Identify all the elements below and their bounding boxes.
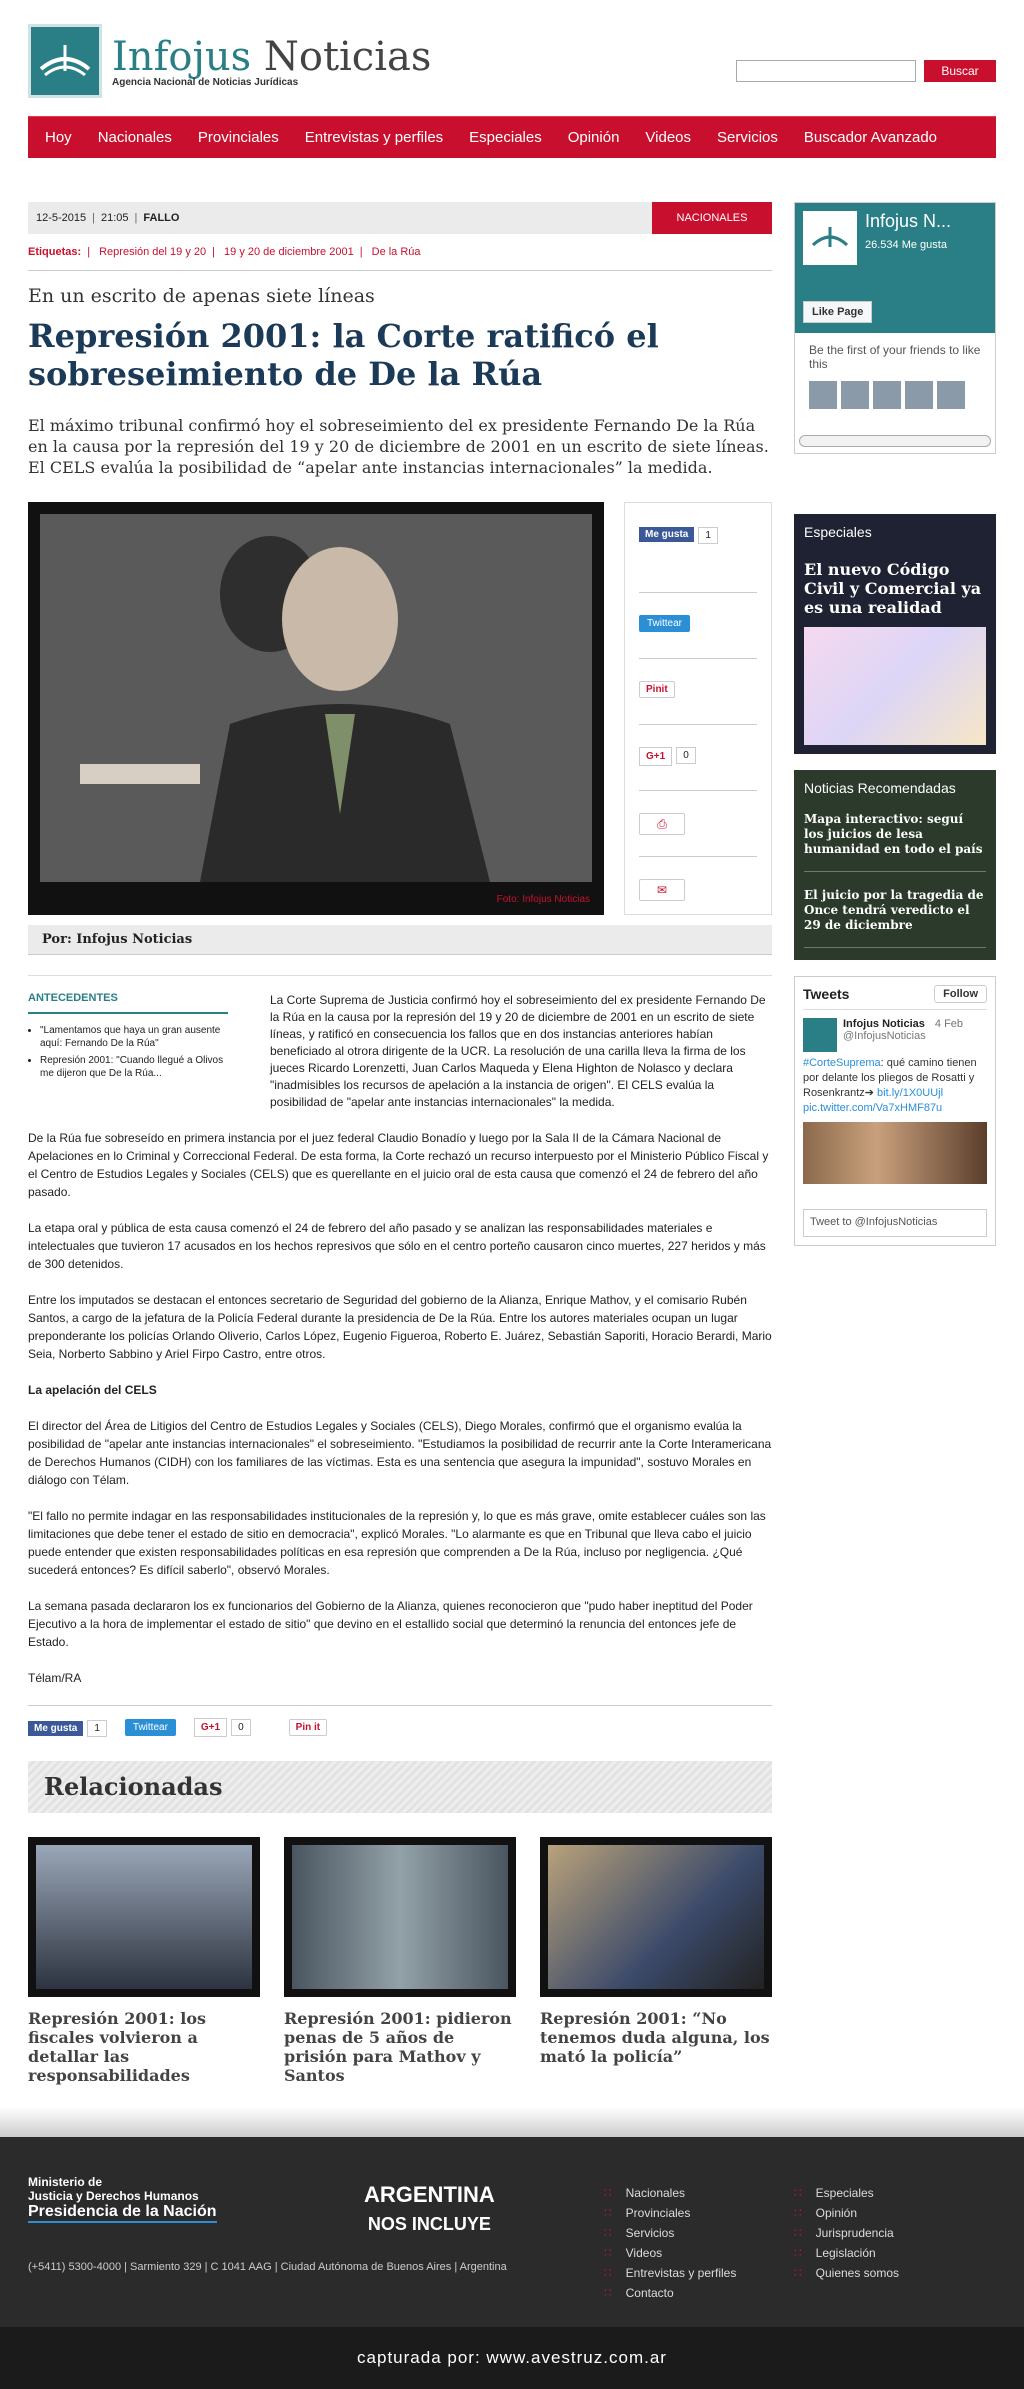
book-logo-icon — [803, 211, 857, 265]
tags-label: Etiquetas: — [28, 246, 82, 258]
search-button[interactable]: Buscar — [924, 60, 996, 82]
gplus-button[interactable]: G+1 — [639, 747, 672, 766]
ministry-logo[interactable] — [28, 2175, 217, 2223]
tweet-date[interactable]: 4 Feb — [934, 1018, 964, 1030]
antecedentes-title: ANTECEDENTES — [28, 992, 228, 1014]
photo-image — [40, 514, 592, 882]
share-sidebar — [624, 502, 772, 915]
article-intro: La Corte Suprema de Justicia confirmó hoy el sobreseimiento del ex presidente Fernando De la Rúa en la causa por la represión del 19 y 20 de diciembre de 2001 en un escrito de siete líneas, y ratificó en consecuencia los fallos que en dos instancias anteriores habían beneficiado al otrora dirigente de la UCR. La resolución de una carilla lleva la firma de los jueces Ricardo Lorenzetti, Juan Carlos Maqueda y Elena Highton de Nolasco y declara "inadmisibles los recursos de apelación a la instancia de origen". El CELS evalúa la posibilidad de "apelar ante instancias internacionales" la medida. — [270, 993, 766, 1109]
site-footer — [0, 2137, 1024, 2327]
twitter-widget — [794, 976, 996, 1246]
avatar[interactable] — [803, 1018, 837, 1052]
gplus-button[interactable]: G+1 — [194, 1718, 227, 1737]
article-byline: Por: Infojus Noticias — [28, 925, 772, 955]
facebook-like-button[interactable]: Me gusta — [28, 1721, 83, 1736]
tags-row: Etiquetas: | Represión del 19 y 20 | 19 y 20 de diciembre 2001 | De la Rúa — [28, 246, 772, 271]
gplus-count: 0 — [231, 1719, 251, 1736]
footer-links-1 — [604, 2183, 736, 2303]
article-source: Télam/RA — [28, 1671, 82, 1685]
article-column — [28, 202, 772, 2085]
body-paragraph: Entre los imputados se destacan el entonces secretario de Seguridad del gobierno de la Alianza, Enrique Mathov, y el comisario Rubén Santos, a cargo de la jefatura de la Policía Federal durante la presidencia de De la Rúa. Entre los autores materiales ocupan un lugar preponderante los policías Orlando Oliverio, Carlos López, Eugenio Figueroa, Roberto E. Juárez, Sebastián Saporiti, Horacio Berardi, Mario Seia, Norberto Sabbino y Ariel Firpo Castro, entre otros. — [28, 1293, 772, 1361]
gplus-count: 0 — [676, 747, 696, 764]
nav-item-entrevistas[interactable]: Entrevistas y perfiles — [304, 128, 444, 146]
footer-links-2 — [794, 2183, 899, 2283]
body-paragraph: "El fallo no permite indagar en las responsabilidades institucionales de la represión y, lo que es más grave, omite establecer cuáles son las limitaciones que debe tener el estado de sitio en democracia", explicó Morales. "Lo alarmante es que en Tribunal que lleva cabo el juicio puede entender que existen responsabilidades políticas en esa represión que comprenden a De la Rúa, incluso por negligencia. ¿Qué sucederá entonces? Es difícil saberlo", observó Morales. — [28, 1509, 766, 1577]
body-paragraph: La etapa oral y pública de esta causa comenzó el 24 de febrero del año pasado y se analizan las responsabilidades materiales e intelectuales que tuvieron 17 acusados en los hechos represivos que sólo en el centro porteño causaron cinco muertes, 227 heridos y más de 300 detenidos. — [28, 1221, 766, 1271]
pinterest-button[interactable]: Pin it — [289, 1719, 327, 1736]
footer-shadow — [0, 2107, 1024, 2137]
capture-credit: capturada por: www.avestruz.com.ar — [0, 2327, 1024, 2389]
avatar[interactable] — [809, 381, 837, 409]
section-badge[interactable]: NACIONALES — [652, 202, 772, 234]
footer-address: (+5411) 5300-4000 | Sarmiento 329 | C 1041 AAG | Ciudad Autónoma de Buenos Aires | Argentina — [28, 2261, 507, 2273]
related-heading: Relacionadas — [28, 1761, 772, 1813]
footer-link[interactable]: ∷ Contacto — [604, 2283, 736, 2303]
article-kicker: En un escrito de apenas siete líneas — [28, 285, 375, 307]
like-count: 1 — [698, 527, 718, 544]
fb-page-name[interactable]: Infojus N... — [865, 211, 952, 231]
tweet-link[interactable]: bit.ly/1X0UUjl — [877, 1087, 944, 1099]
footer-link[interactable]: ∷ Videos — [604, 2243, 736, 2263]
tag-link[interactable]: 19 y 20 de diciembre 2001 — [224, 246, 354, 258]
search-form — [736, 60, 996, 82]
logo-subtitle: Agencia Nacional de Noticias Jurídicas — [112, 76, 299, 88]
like-count: 1 — [87, 1720, 107, 1737]
incluye-text: NOS INCLUYE — [367, 2214, 491, 2234]
footer-link[interactable]: ∷ Entrevistas y perfiles — [604, 2263, 736, 2283]
related-image[interactable] — [540, 1837, 772, 1997]
antecedente-link[interactable]: • "Lamentamos que haya un gran ausente aquí: Fernando De la Rúa" — [40, 1024, 228, 1050]
tweet-handle[interactable]: @InfojusNoticias — [843, 1030, 926, 1042]
book-logo-icon — [28, 24, 102, 98]
body-paragraph: El director del Área de Litigios del Centro de Estudios Legales y Sociales (CELS), Diego Morales, confirmó que el organismo evalúa la posibilidad de "apelar ante instancias internacionales" el sobreseimiento. "Estudiamos la posibilidad de recurrir ante la Corte Interamericana de Derechos Humanos (CIDH) con los familiares de las víctimas. Esta es una sentencia que asegura la impunidad", sostuvo Morales en diálogo con Télam. — [28, 1419, 772, 1487]
tweet-body: : qué camino tienen por delante los pliegos de Rosatti y Rosenkrantz➔ — [803, 1057, 977, 1099]
related-list — [28, 1837, 772, 2085]
footer-link[interactable]: ∷ Legislación — [794, 2243, 899, 2263]
main-nav — [28, 116, 996, 158]
fb-likes-count: 26.534 Me gusta — [865, 239, 947, 251]
logo-first-word: Infojus — [112, 33, 252, 80]
avatar[interactable] — [841, 381, 869, 409]
footer-link[interactable]: ∷ Jurisprudencia — [794, 2223, 899, 2243]
footer-link[interactable]: ∷ Quienes somos — [794, 2263, 899, 2283]
avatar[interactable] — [905, 381, 933, 409]
tag-link[interactable]: Represión del 19 y 20 — [99, 246, 207, 258]
argentina-text: ARGENTINA — [364, 2182, 495, 2207]
fb-friend-thumbs — [809, 381, 981, 409]
related-image[interactable] — [28, 1837, 260, 1997]
especiales-widget[interactable] — [794, 514, 996, 754]
body-subheading: La apelación del CELS — [28, 1383, 157, 1397]
avatar[interactable] — [873, 381, 901, 409]
article-date: 12-5-2015 — [36, 212, 87, 224]
tweet-hashtag[interactable]: #CorteSuprema — [803, 1057, 881, 1069]
footer-link[interactable]: ∷ Nacionales — [604, 2183, 736, 2203]
article-time: 21:05 — [101, 212, 129, 224]
nav-item-servicios[interactable]: Servicios — [717, 128, 778, 146]
article-body — [28, 1129, 772, 1687]
nav-item-opinion[interactable]: Opinión — [567, 128, 620, 146]
related-item[interactable] — [28, 1837, 260, 2085]
nav-item-especiales[interactable]: Especiales — [469, 128, 542, 146]
site-logo[interactable] — [28, 24, 431, 98]
follow-button[interactable]: Follow — [934, 985, 987, 1003]
recommended-item[interactable]: Mapa interactivo: seguí los juicios de lesa humanidad en todo el país — [804, 812, 986, 872]
avatar[interactable] — [937, 381, 965, 409]
nav-item-provinciales[interactable]: Provinciales — [197, 128, 279, 146]
tweet — [803, 1018, 987, 1052]
tweet-text — [803, 1056, 987, 1116]
article-lead: El máximo tribunal confirmó hoy el sobreseimiento del ex presidente Fernando De la Rúa en la causa por la represión del 19 y 20 de diciembre de 2001 en un escrito de siete líneas. El CELS evalúa la posibilidad de “apelar ante instancias internacionales” la medida. — [28, 416, 769, 477]
tweets-label: Tweets — [803, 986, 850, 1002]
article-meta-bar: 12-5-2015 | 21:05 | FALLO NACIONALES — [28, 202, 772, 234]
related-title[interactable]: Represión 2001: pidieron penas de 5 años de prisión para Mathov y Santos — [284, 2009, 512, 2085]
tweet-to-input[interactable]: Tweet to @InfojusNoticias — [803, 1209, 987, 1237]
printer-icon[interactable]: ⎙ — [639, 813, 685, 835]
tweet-author[interactable]: Infojus Noticias — [843, 1018, 925, 1030]
tweet-button[interactable]: Twittear — [125, 1719, 176, 1736]
tweet-button[interactable]: Twittear — [639, 615, 690, 632]
facebook-like-button[interactable]: Me gusta — [639, 527, 694, 542]
tweet-link[interactable]: pic.twitter.com/Va7xHMF87u — [803, 1102, 943, 1114]
footer-link[interactable]: ∷ Especiales — [794, 2183, 899, 2203]
tweet-photo[interactable] — [803, 1122, 987, 1184]
nav-item-hoy[interactable]: Hoy — [45, 128, 72, 146]
logo-second-word: Noticias — [263, 33, 432, 80]
nav-item-videos[interactable]: Videos — [645, 128, 692, 146]
antecedente-link[interactable]: • Represión 2001: "Cuando llegué a Olivos me dijeron que De la Rúa... — [40, 1054, 228, 1080]
footer-link[interactable]: ∷ Servicios — [604, 2223, 736, 2243]
pinterest-button[interactable]: Pinit — [639, 681, 675, 698]
related-title[interactable]: Represión 2001: los fiscales volvieron a detallar las responsabilidades — [28, 2009, 206, 2085]
horizontal-scrollbar[interactable] — [799, 435, 991, 447]
recommended-item[interactable]: El juicio por la tragedia de Once tendrá veredicto el 29 de diciembre — [804, 888, 986, 948]
recommended-widget — [794, 770, 996, 960]
related-image[interactable] — [284, 1837, 516, 1997]
envelope-icon[interactable]: ✉ — [639, 879, 685, 901]
footer-link[interactable]: ∷ Opinión — [794, 2203, 899, 2223]
ministry-line: Justicia y Derechos Humanos — [28, 2189, 199, 2203]
especiales-label: Especiales — [804, 524, 872, 540]
especiales-title[interactable]: El nuevo Código Civil y Comercial ya es una realidad — [804, 560, 982, 617]
recommended-label: Noticias Recomendadas — [804, 780, 956, 796]
nav-item-nacionales[interactable]: Nacionales — [97, 128, 172, 146]
body-paragraph: La semana pasada declararon los ex funcionarios del Gobierno de la Alianza, quienes reconocieron que "pudo haber ineptitud del Poder Ejecutivo a la hora de implementar el estado de sitio" que devino en el estallido social que determinó la renuncia del entonces jefe de Estado. — [28, 1599, 753, 1649]
photo-caption: Foto: Infojus Noticias — [496, 894, 590, 905]
article-type: FALLO — [143, 212, 180, 224]
ministry-line: Presidencia de la Nación — [28, 2205, 217, 2223]
related-item[interactable] — [540, 1837, 772, 2085]
especiales-image[interactable] — [804, 627, 986, 745]
related-title[interactable]: Represión 2001: “No tenemos duda alguna, los mató la policía” — [540, 2009, 770, 2066]
ministry-line: Ministerio de — [28, 2175, 103, 2189]
body-paragraph: De la Rúa fue sobreseído en primera instancia por el juez federal Claudio Bonadío y luego por la Sala II de la Cámara Nacional de Apelaciones en lo Criminal y Correccional Federal. De esta forma, la Corte rechazó un recurso interpuesto por el Ministerio Público Fiscal y el Centro de Estudios Legales y Sociales (CELS) que es querellante en el juicio oral de esta causa que comenzó el 24 de febrero del año pasado. — [28, 1131, 769, 1199]
fb-friends-text: Be the first of your friends to like this — [809, 343, 981, 371]
site-header — [28, 0, 996, 116]
antecedentes-box — [28, 992, 228, 1111]
facebook-widget — [794, 202, 996, 454]
tag-link[interactable]: De la Rúa — [371, 246, 421, 258]
related-item[interactable] — [284, 1837, 516, 2085]
article-photo — [28, 502, 604, 915]
nav-item-buscador[interactable]: Buscador Avanzado — [803, 128, 938, 146]
search-input[interactable] — [736, 60, 916, 82]
share-bottom-bar — [28, 1705, 772, 1737]
footer-link[interactable]: ∷ Provinciales — [604, 2203, 736, 2223]
argentina-logo — [364, 2181, 495, 2238]
article-title: Represión 2001: la Corte ratificó el sobreseimiento de De la Rúa — [28, 317, 659, 393]
sidebar — [794, 202, 996, 2085]
fb-like-page-button[interactable]: Like Page — [803, 301, 872, 323]
